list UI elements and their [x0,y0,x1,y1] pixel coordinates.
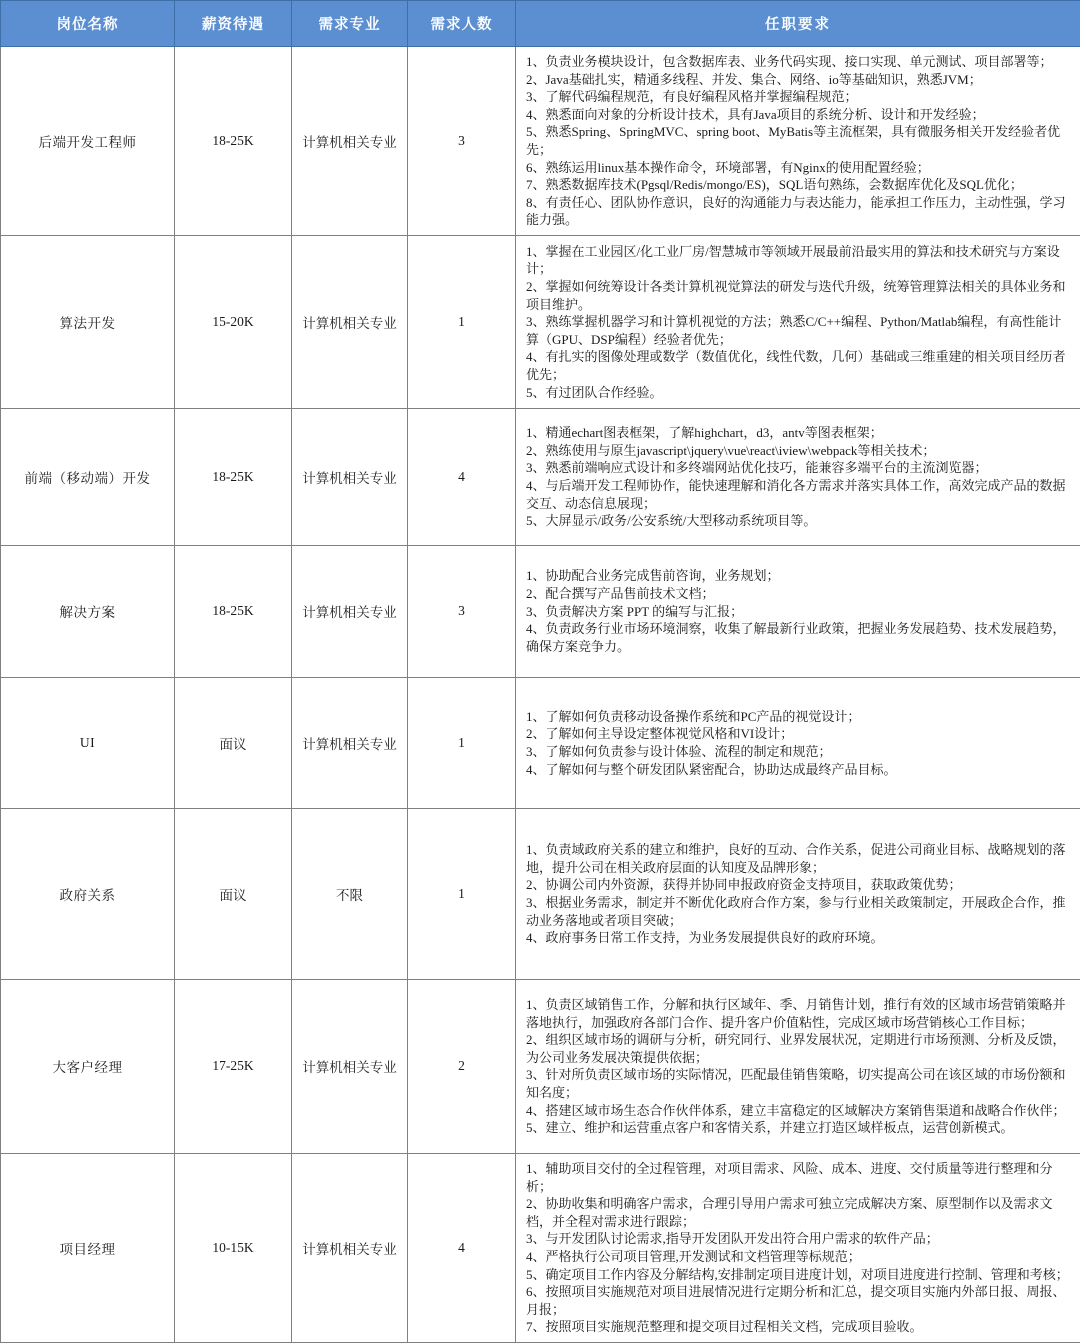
requirement-line: 6、熟练运用linux基本操作命令，环境部署，有Nginx的使用配置经验； [526,159,1072,177]
cell-requirements [516,979,1080,1153]
requirement-line: 2、组织区域市场的调研与分析，研究同行、业界发展状况，定期进行市场预测、分析及反馈，为公司业务发展决策提供依据； [526,1031,1072,1066]
cell-requirements [516,408,1080,545]
requirement-line: 3、根据业务需求，制定并不断优化政府合作方案，参与行业相关政策制定，开展政企合作，推动业务落地或者项目突破； [526,894,1072,929]
cell-salary: 15-20K [175,235,292,408]
requirement-line: 2、配合撰写产品售前技术文档； [526,585,1072,603]
table-row [1,235,1080,408]
requirement-line: 3、了解代码编程规范，有良好编程风格并掌握编程规范； [526,88,1072,106]
requirement-line: 3、与开发团队讨论需求,指导开发团队开发出符合用户需求的软件产品； [526,1230,1072,1248]
cell-major: 计算机相关专业 [292,1153,408,1342]
cell-job-title: 解决方案 [1,545,175,677]
requirement-line: 3、针对所负责区域市场的实际情况，匹配最佳销售策略，切实提高公司在该区域的市场份额和知名度； [526,1066,1072,1101]
cell-salary: 18-25K [175,47,292,236]
requirement-line: 4、政府事务日常工作支持，为业务发展提供良好的政府环境。 [526,929,1072,947]
table-row [1,979,1080,1153]
column-header-salary: 薪资待遇 [175,1,292,47]
cell-requirements [516,47,1080,236]
column-header-headcount: 需求人数 [408,1,516,47]
cell-major: 不限 [292,808,408,979]
requirement-line: 2、协调公司内外资源，获得并协同申报政府资金支持项目，获取政策优势； [526,876,1072,894]
requirement-line: 5、建立、维护和运营重点客户和客情关系，并建立打造区域样板点，运营创新模式。 [526,1119,1072,1137]
requirement-line: 7、熟悉数据库技术(Pgsql/Redis/mongo/ES)，SQL语句熟练，会数据库优化及SQL优化； [526,176,1072,194]
requirement-line: 4、了解如何与整个研发团队紧密配合，协助达成最终产品目标。 [526,761,1072,779]
requirement-line: 2、Java基础扎实，精通多线程、并发、集合、网络、io等基础知识，熟悉JVM； [526,71,1072,89]
requirement-line: 8、有责任心、团队协作意识，良好的沟通能力与表达能力，能承担工作压力，主动性强，学习能力强。 [526,194,1072,229]
cell-requirements [516,677,1080,808]
cell-job-title: 大客户经理 [1,979,175,1153]
requirement-line: 5、有过团队合作经验。 [526,384,1072,402]
cell-headcount: 4 [408,1153,516,1342]
cell-salary: 17-25K [175,979,292,1153]
cell-major: 计算机相关专业 [292,545,408,677]
table-row [1,408,1080,545]
table-row [1,545,1080,677]
cell-major: 计算机相关专业 [292,47,408,236]
requirement-line: 2、协助收集和明确客户需求，合理引导用户需求可独立完成解决方案、原型制作以及需求文档，并全程对需求进行跟踪； [526,1195,1072,1230]
cell-major: 计算机相关专业 [292,979,408,1153]
table-row [1,1153,1080,1342]
cell-job-title: 政府关系 [1,808,175,979]
cell-salary: 18-25K [175,545,292,677]
cell-job-title: 项目经理 [1,1153,175,1342]
requirement-line: 4、搭建区域市场生态合作伙伴体系，建立丰富稳定的区域解决方案销售渠道和战略合作伙伴； [526,1102,1072,1120]
table-row [1,47,1080,236]
cell-requirements [516,545,1080,677]
cell-requirements [516,235,1080,408]
cell-job-title: 前端（移动端）开发 [1,408,175,545]
cell-job-title: UI [1,677,175,808]
cell-headcount: 4 [408,408,516,545]
cell-salary: 18-25K [175,408,292,545]
cell-headcount: 3 [408,47,516,236]
cell-headcount: 2 [408,979,516,1153]
cell-job-title: 后端开发工程师 [1,47,175,236]
cell-requirements [516,1153,1080,1342]
requirement-line: 5、熟悉Spring、SpringMVC、spring boot、MyBatis等主流框架，具有微服务相关开发经验者优先； [526,123,1072,158]
requirement-line: 4、熟悉面向对象的分析设计技术，具有Java项目的系统分析、设计和开发经验； [526,106,1072,124]
table-body [1,47,1080,1343]
cell-job-title: 算法开发 [1,235,175,408]
requirement-line: 3、负责解决方案 PPT 的编写与汇报； [526,603,1072,621]
requirement-line: 3、熟练掌握机器学习和计算机视觉的方法；熟悉C/C++编程、Python/Matlab编程，有高性能计算（GPU、DSP编程）经验者优先； [526,313,1072,348]
requirement-line: 5、确定项目工作内容及分解结构,安排制定项目进度计划，对项目进度进行控制、管理和考核； [526,1266,1072,1284]
requirement-line: 1、协助配合业务完成售前咨询，业务规划； [526,567,1072,585]
requirement-line: 6、按照项目实施规范对项目进展情况进行定期分析和汇总，提交项目实施内外部日报、周报、月报； [526,1283,1072,1318]
requirement-line: 4、与后端开发工程师协作，能快速理解和消化各方需求并落实具体工作，高效完成产品的数据交互、动态信息展现； [526,477,1072,512]
cell-salary: 10-15K [175,1153,292,1342]
requirement-line: 1、辅助项目交付的全过程管理，对项目需求、风险、成本、进度、交付质量等进行整理和分析； [526,1160,1072,1195]
requirement-line: 3、熟悉前端响应式设计和多终端网站优化技巧，能兼容多端平台的主流浏览器； [526,459,1072,477]
requirement-line: 1、负责业务模块设计，包含数据库表、业务代码实现、接口实现、单元测试、项目部署等； [526,53,1072,71]
table-row [1,677,1080,808]
requirement-line: 1、了解如何负责移动设备操作系统和PC产品的视觉设计； [526,708,1072,726]
requirement-line: 4、负责政务行业市场环境洞察，收集了解最新行业政策，把握业务发展趋势、技术发展趋势，确保方案竞争力。 [526,620,1072,655]
header-row [1,1,1080,47]
column-header-major: 需求专业 [292,1,408,47]
requirement-line: 2、熟练使用与原生javascript\jquery\vue\react\iview\webpack等相关技术； [526,442,1072,460]
cell-headcount: 1 [408,677,516,808]
cell-major: 计算机相关专业 [292,408,408,545]
requirement-line: 1、负责区域销售工作，分解和执行区域年、季、月销售计划，推行有效的区域市场营销策略并落地执行，加强政府各部门合作、提升客户价值粘性，完成区域市场营销核心工作目标； [526,996,1072,1031]
requirement-line: 1、负责域政府关系的建立和维护，良好的互动、合作关系，促进公司商业目标、战略规划的落地，提升公司在相关政府层面的认知度及品牌形象； [526,841,1072,876]
cell-major: 计算机相关专业 [292,235,408,408]
cell-major: 计算机相关专业 [292,677,408,808]
table-row [1,808,1080,979]
column-header-requirements: 任职要求 [516,1,1080,47]
requirement-line: 5、大屏显示/政务/公安系统/大型移动系统项目等。 [526,512,1072,530]
table-header [1,1,1080,47]
cell-headcount: 1 [408,235,516,408]
cell-salary: 面议 [175,677,292,808]
cell-salary: 面议 [175,808,292,979]
cell-headcount: 1 [408,808,516,979]
requirement-line: 4、有扎实的图像处理或数学（数值优化，线性代数，几何）基础或三维重建的相关项目经历者优先； [526,348,1072,383]
cell-headcount: 3 [408,545,516,677]
column-header-job-title: 岗位名称 [1,1,175,47]
requirement-line: 1、精通echart图表框架，了解highchart，d3，antv等图表框架； [526,424,1072,442]
requirement-line: 7、按照项目实施规范整理和提交项目过程相关文档，完成项目验收。 [526,1318,1072,1336]
requirement-line: 4、严格执行公司项目管理,开发测试和文档管理等标规范； [526,1248,1072,1266]
cell-requirements [516,808,1080,979]
requirement-line: 1、掌握在工业园区/化工业厂房/智慧城市等领域开展最前沿最实用的算法和技术研究与方案设计； [526,243,1072,278]
requirement-line: 2、了解如何主导设定整体视觉风格和VI设计； [526,725,1072,743]
requirement-line: 3、了解如何负责参与设计体验、流程的制定和规范； [526,743,1072,761]
requirement-line: 2、掌握如何统筹设计各类计算机视觉算法的研发与迭代升级，统筹管理算法相关的具体业务和项目维护。 [526,278,1072,313]
